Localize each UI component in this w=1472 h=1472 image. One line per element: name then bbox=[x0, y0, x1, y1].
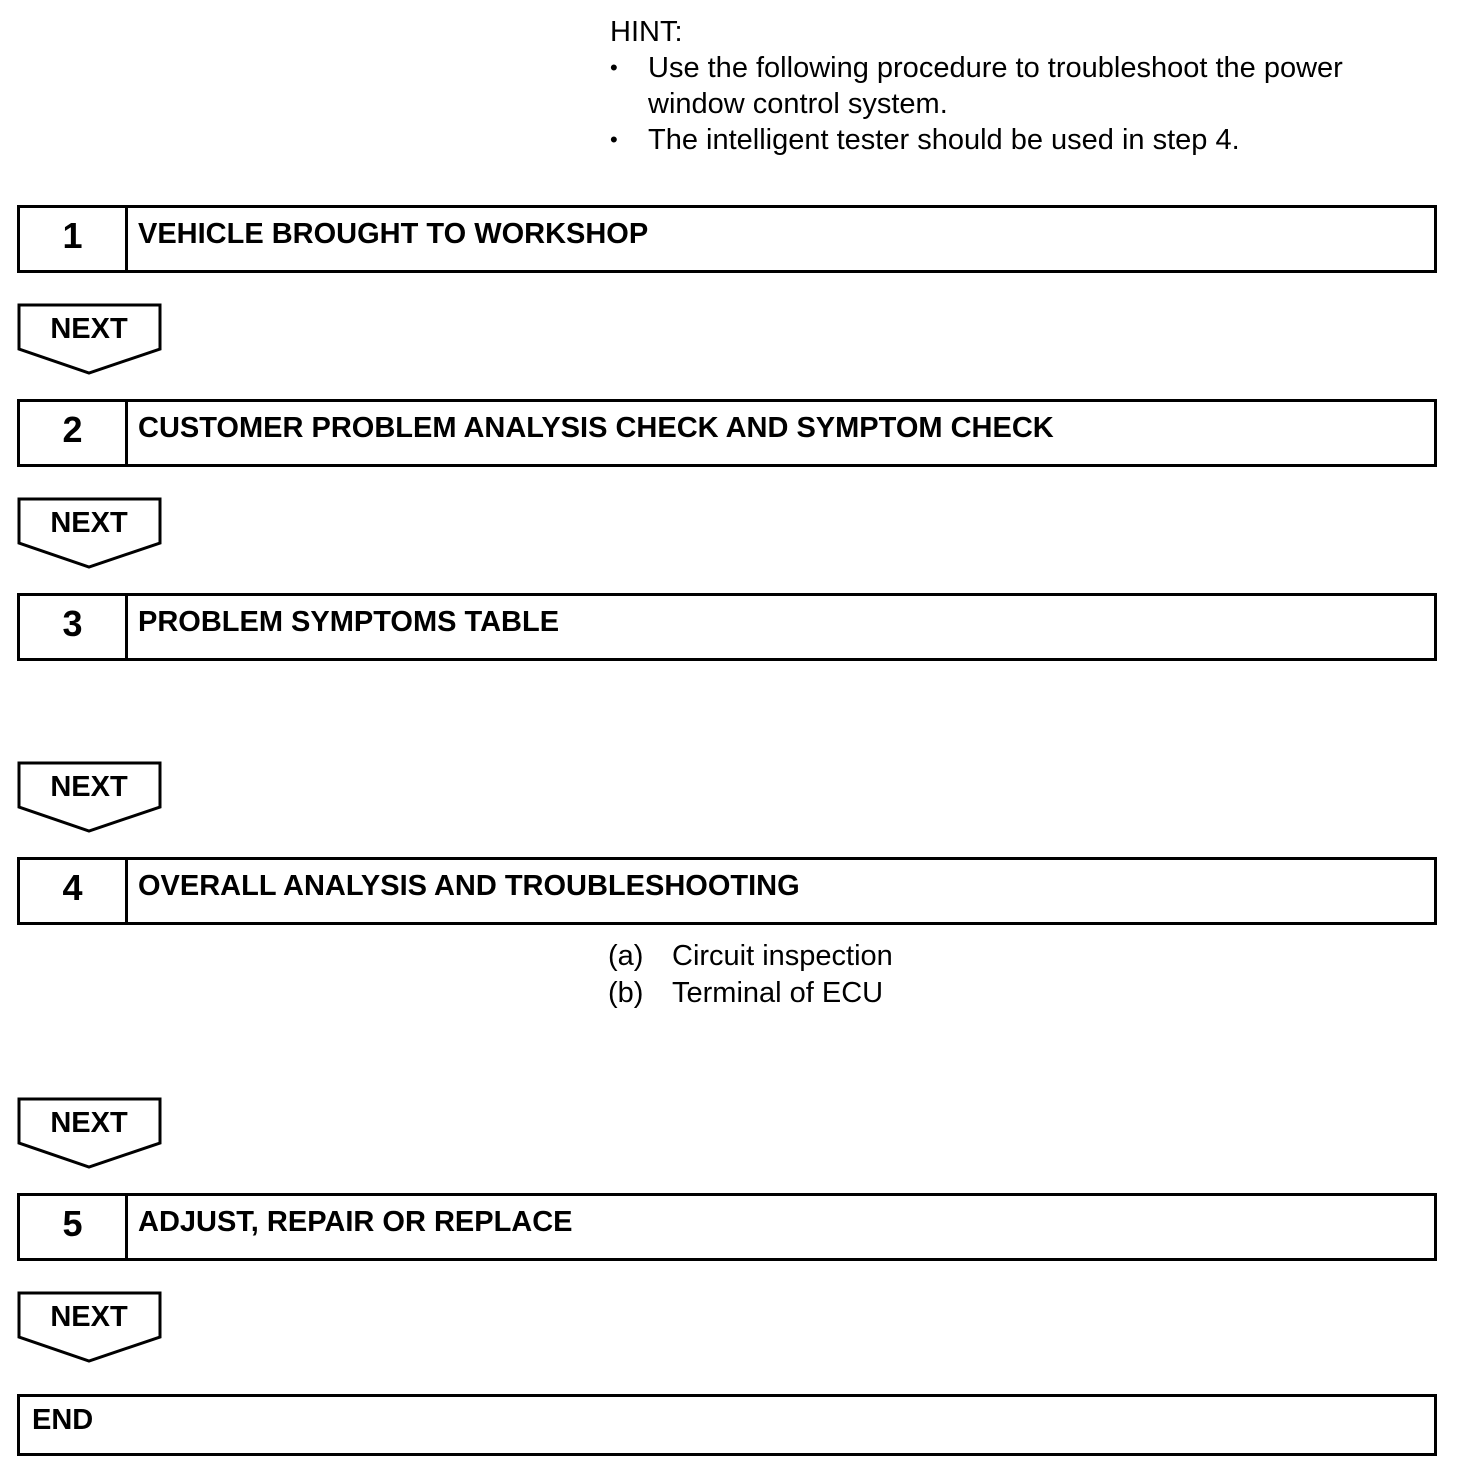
detail-item bbox=[608, 975, 893, 1012]
detail-marker: (a) bbox=[608, 940, 644, 972]
hint-title: HINT: bbox=[610, 16, 683, 48]
step-title: OVERALL ANALYSIS AND TROUBLESHOOTING bbox=[138, 869, 800, 902]
next-label: NEXT bbox=[50, 507, 128, 539]
end-label: END bbox=[32, 1403, 94, 1436]
hint-block bbox=[610, 14, 1440, 158]
step-title: PROBLEM SYMPTOMS TABLE bbox=[138, 605, 560, 638]
hint-list bbox=[610, 50, 1440, 158]
next-arrow bbox=[17, 497, 163, 569]
next-arrow bbox=[17, 761, 163, 833]
next-arrow bbox=[17, 1291, 163, 1363]
bullet-icon: • bbox=[610, 127, 618, 152]
bullet-icon: • bbox=[610, 55, 618, 80]
step-title: CUSTOMER PROBLEM ANALYSIS CHECK AND SYMPTOM CHECK bbox=[138, 411, 1054, 444]
detail-item bbox=[608, 938, 893, 975]
hint-item bbox=[610, 50, 1440, 122]
step-number: 4 bbox=[20, 860, 128, 922]
step-4-details bbox=[608, 938, 893, 1012]
step-5-box bbox=[17, 1193, 1437, 1261]
detail-marker: (b) bbox=[608, 977, 644, 1009]
step-1-box bbox=[17, 205, 1437, 273]
next-label: NEXT bbox=[50, 313, 128, 345]
next-arrow bbox=[17, 303, 163, 375]
step-title: ADJUST, REPAIR OR REPLACE bbox=[138, 1205, 573, 1238]
step-4-box bbox=[17, 857, 1437, 925]
step-number: 3 bbox=[20, 596, 128, 658]
next-label: NEXT bbox=[50, 1107, 128, 1139]
step-number: 2 bbox=[20, 402, 128, 464]
hint-item-text: The intelligent tester should be used in step 4. bbox=[648, 124, 1240, 156]
step-title: VEHICLE BROUGHT TO WORKSHOP bbox=[138, 217, 649, 250]
next-arrow bbox=[17, 1097, 163, 1169]
step-3-box bbox=[17, 593, 1437, 661]
next-label: NEXT bbox=[50, 1301, 128, 1333]
hint-item-text: Use the following procedure to troubleshoot the power window control system. bbox=[648, 52, 1343, 120]
step-number: 5 bbox=[20, 1196, 128, 1258]
step-number: 1 bbox=[20, 208, 128, 270]
detail-text: Circuit inspection bbox=[672, 940, 893, 972]
end-box bbox=[17, 1394, 1437, 1456]
step-2-box bbox=[17, 399, 1437, 467]
next-label: NEXT bbox=[50, 771, 128, 803]
hint-item bbox=[610, 122, 1440, 158]
detail-text: Terminal of ECU bbox=[672, 977, 884, 1009]
